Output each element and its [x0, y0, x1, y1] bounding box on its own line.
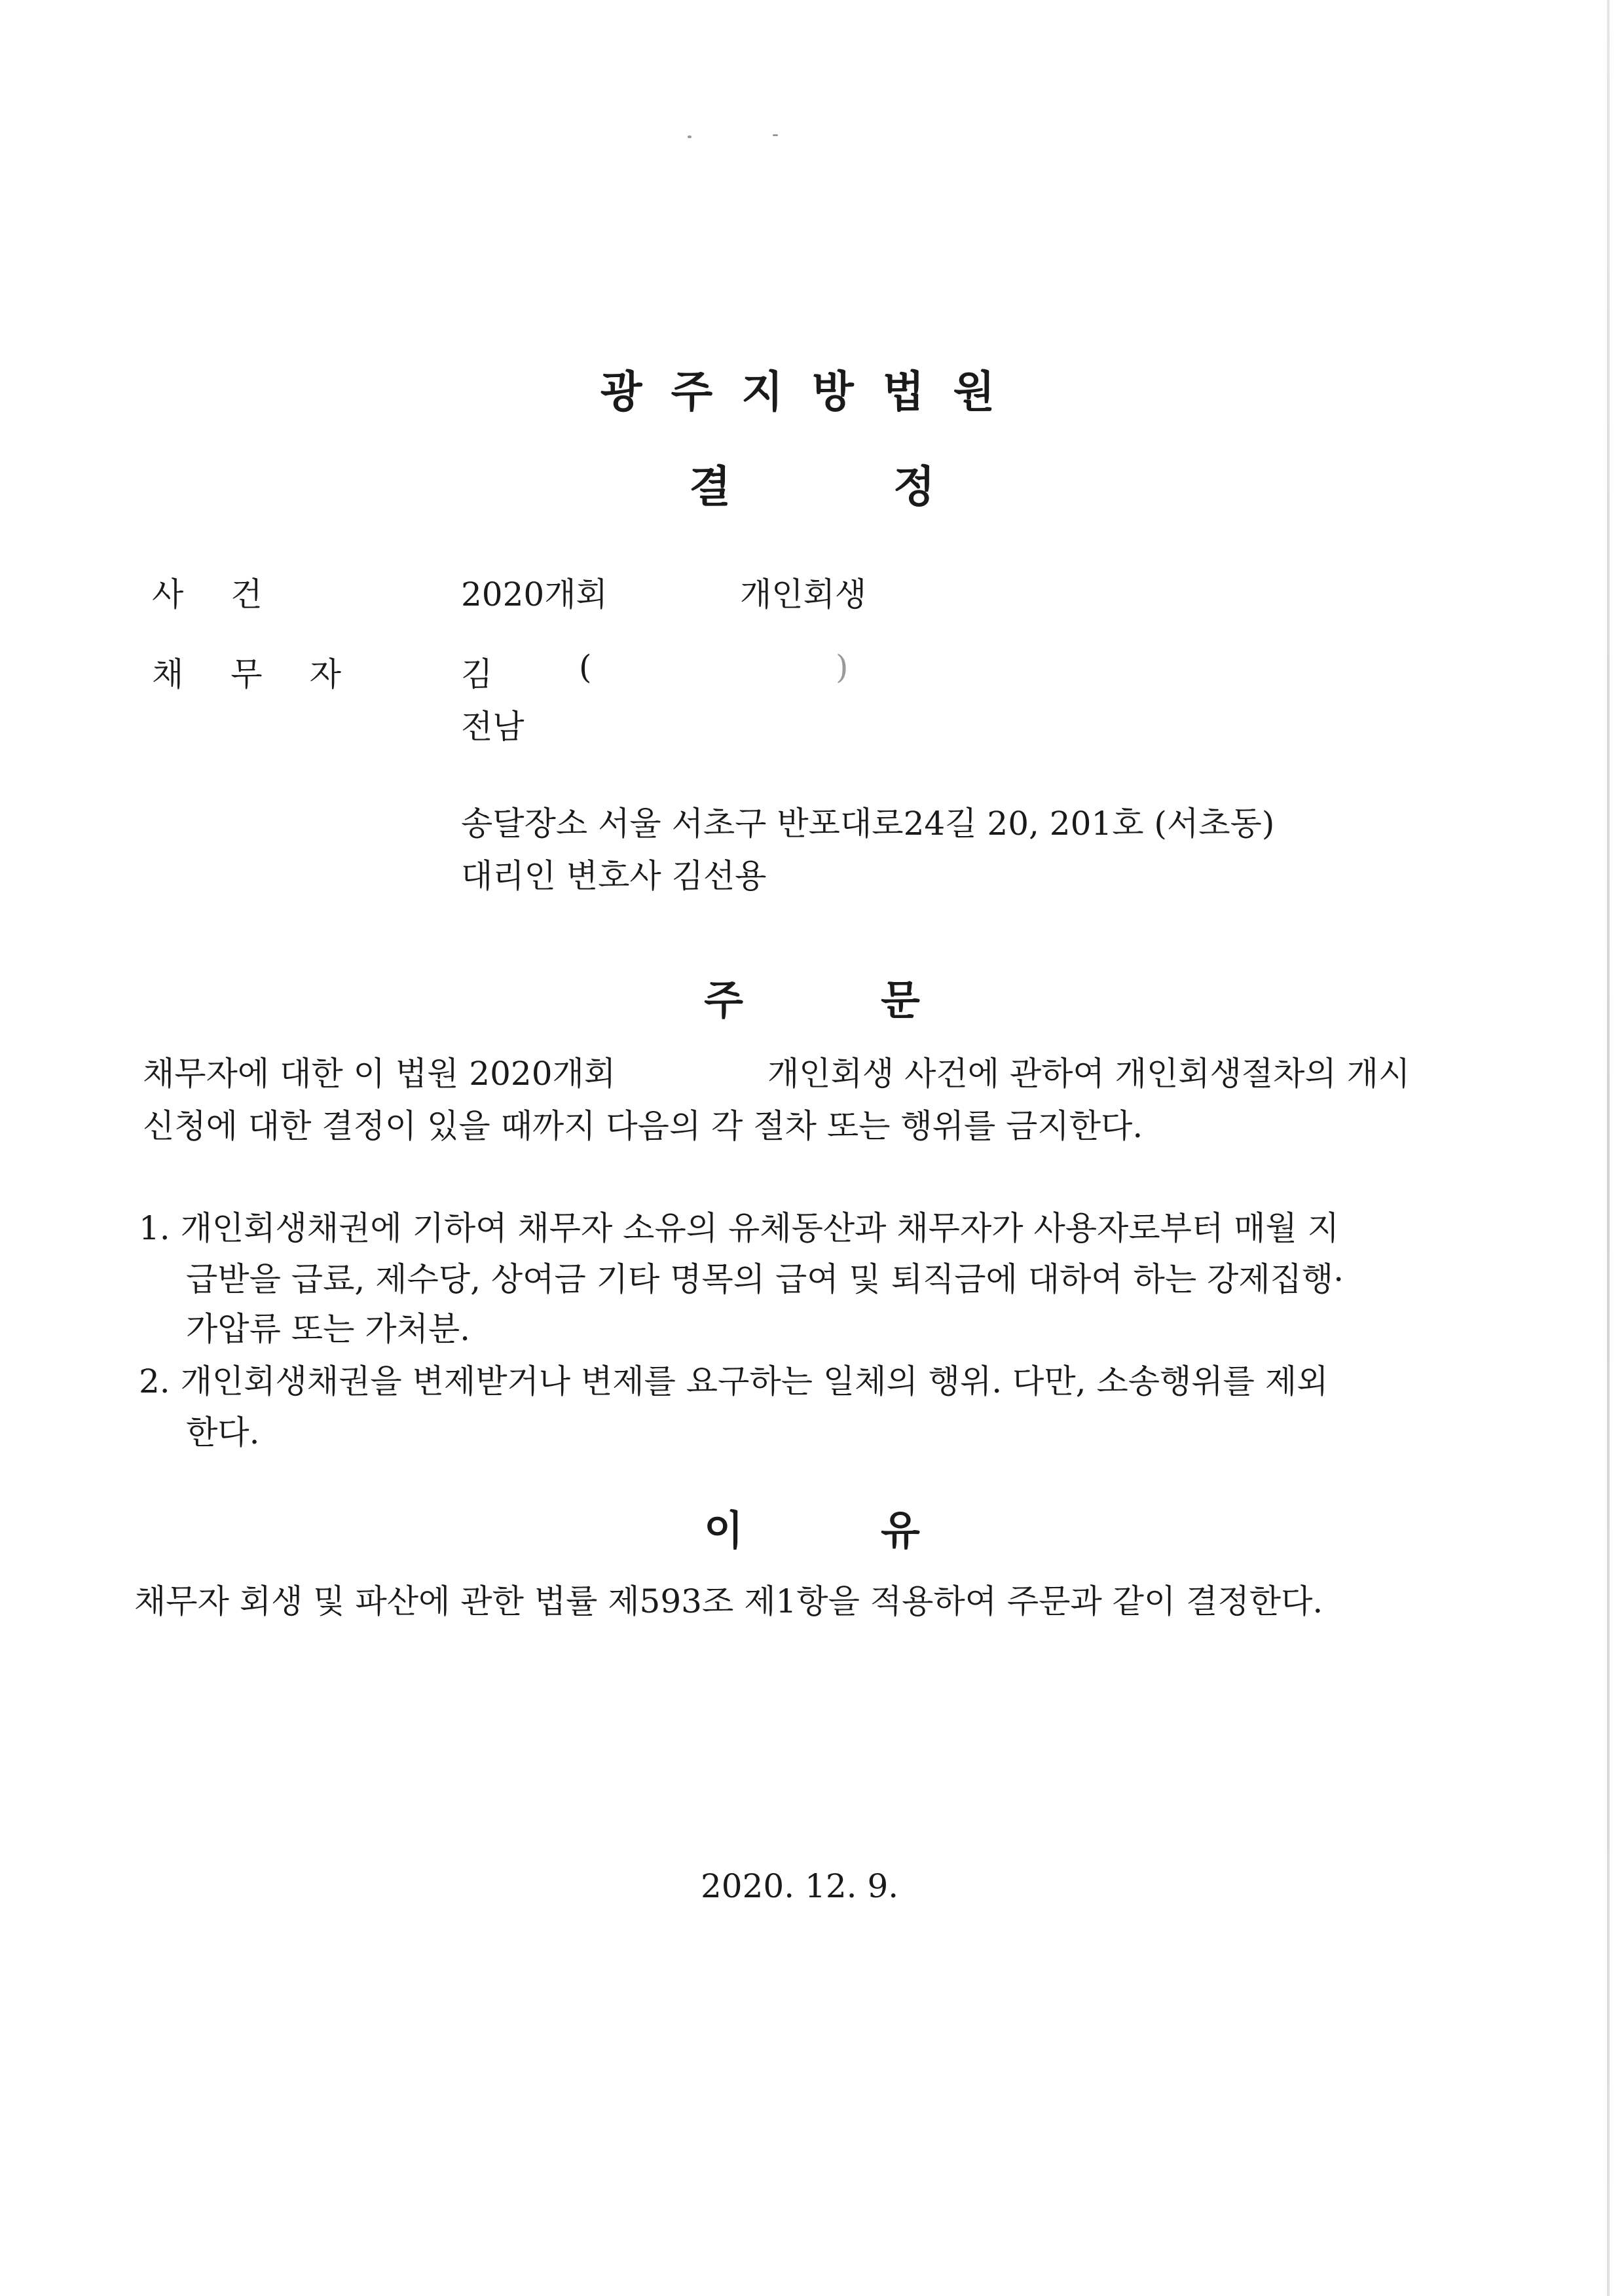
- decision-date: 2020. 12. 9.: [701, 1867, 899, 1905]
- debtor-address: 전남: [461, 708, 525, 746]
- debtor-id-open-paren: (: [579, 648, 592, 686]
- reason-text: 채무자 회생 및 파산에 관한 법률 제593조 제1항을 적용하여 주문과 같이 결정한다.: [134, 1582, 1323, 1620]
- order-text-line2: 신청에 대한 결정이 있을 때까지 다음의 각 절차 또는 행위를 금지한다.: [143, 1107, 1143, 1145]
- delivery-address: 송달장소 서울 서초구 반포대로24길 20, 201호 (서초동): [461, 805, 1275, 843]
- reason-heading: 이유: [704, 1506, 1058, 1554]
- scan-speck: [688, 136, 692, 138]
- document-type: 결정: [689, 462, 1098, 512]
- order-item-1-line3: 가압류 또는 가처분.: [186, 1310, 471, 1348]
- debtor-name: 김: [461, 655, 493, 693]
- legal-agent: 대리인 변호사 김선용: [461, 857, 767, 895]
- order-item-2-line2: 한다.: [186, 1413, 260, 1451]
- order-item-1-line2: 급받을 급료, 제수당, 상여금 기타 명목의 급여 및 퇴직금에 대하여 하는 강제집행·: [186, 1260, 1344, 1298]
- order-text-line1-part2: 개인회생 사건에 관하여 개인회생절차의 개시: [767, 1055, 1411, 1093]
- court-name: 광주지방법원: [600, 367, 1024, 417]
- case-number: 2020개회: [461, 575, 608, 613]
- order-item-2-line1: 2. 개인회생채권을 변제받거나 변제를 요구하는 일체의 행위. 다만, 소송행위를 제외: [139, 1362, 1329, 1400]
- order-text-line1-part1: 채무자에 대한 이 법원 2020개회: [143, 1055, 616, 1093]
- scan-speck: [773, 134, 778, 136]
- order-heading: 주문: [704, 976, 1058, 1024]
- debtor-id-close-paren: ): [836, 648, 849, 686]
- order-item-1-line1: 1. 개인회생채권에 기하여 채무자 소유의 유체동산과 채무자가 사용자로부터 매월 지: [139, 1209, 1339, 1247]
- scan-edge: [1607, 0, 1610, 2296]
- case-type: 개인회생: [740, 575, 867, 613]
- case-label: 사건: [152, 575, 310, 613]
- debtor-label: 채무자: [152, 655, 388, 693]
